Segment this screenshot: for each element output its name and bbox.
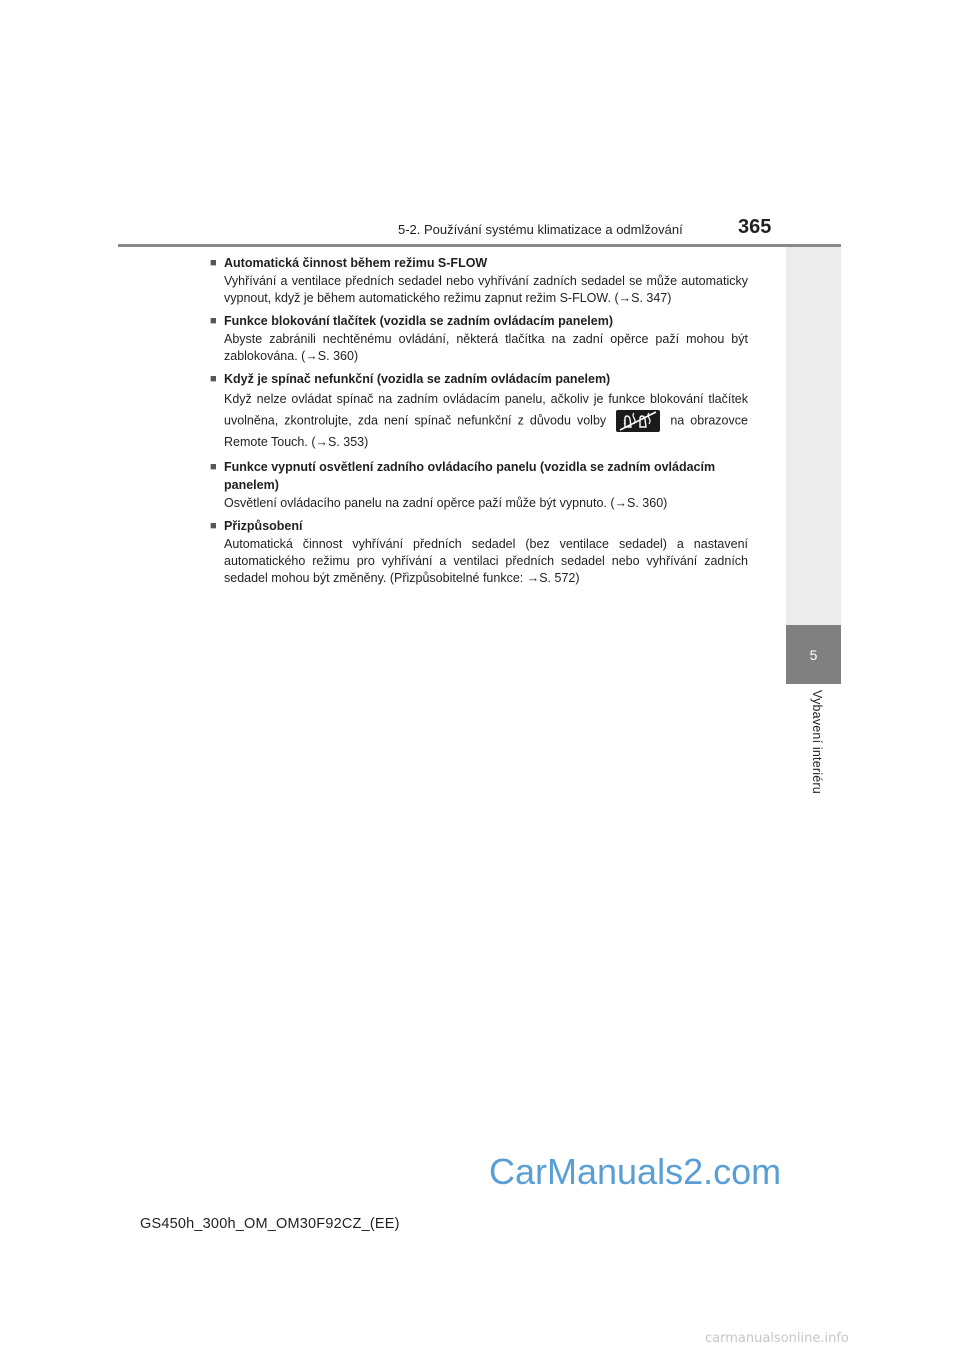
heading-text: Když je spínač nefunkční (vozidla se zadním ovládacím panelem) bbox=[224, 372, 611, 386]
chapter-number-tab: 5 bbox=[786, 625, 841, 684]
watermark-online: carmanualsonline.info bbox=[705, 1331, 849, 1346]
chapter-label: Vybavení interiéru bbox=[810, 690, 824, 794]
list-item bbox=[210, 254, 748, 307]
list-item bbox=[210, 370, 748, 453]
page-number: 365 bbox=[738, 216, 772, 238]
heading-text: Funkce blokování tlačítek (vozidla se zadním ovládacím panelem) bbox=[224, 314, 614, 328]
bullet-square-icon: ■ bbox=[210, 520, 217, 532]
content-area bbox=[210, 254, 748, 587]
list-item bbox=[210, 517, 748, 587]
item-heading bbox=[210, 254, 748, 272]
watermark-carmanuals2: CarManuals2.com bbox=[489, 1149, 757, 1195]
rear-seat-heater-icon bbox=[616, 410, 660, 432]
heading-text: Automatická činnost během režimu S-FLOW bbox=[224, 256, 488, 270]
document-code: GS450h_300h_OM_OM30F92CZ_(EE) bbox=[140, 1216, 400, 1232]
page-header-title: 5-2. Používání systému klimatizace a odmlžování bbox=[398, 222, 683, 237]
body-text-after-icon: na obrazovce Remote Touch. (→S. 353) bbox=[224, 413, 748, 449]
item-heading bbox=[210, 458, 748, 494]
bullet-square-icon: ■ bbox=[210, 315, 217, 327]
item-heading bbox=[210, 517, 748, 535]
item-body: Abyste zabránili nechtěnému ovládání, některá tlačítka na zadní opěrce paží mohou být zablokována. (→S. 360) bbox=[224, 332, 748, 363]
bullet-square-icon: ■ bbox=[210, 373, 217, 385]
item-heading bbox=[210, 370, 748, 388]
item-body: Automatická činnost vyhřívání předních sedadel (bez ventilace sedadel) a nastavení automatického režimu pro vyhřívání a ventilaci předních sedadel nebo vyhřívání zadních sedadel mohou být změněny. (Přizpůsobitelné funkce: →S. 572) bbox=[224, 537, 748, 585]
item-body: Vyhřívání a ventilace předních sedadel nebo vyhřívání zadních sedadel se může automaticky vypnout, když je během automatického režimu zapnut režim S-FLOW. (→S. 347) bbox=[224, 274, 748, 305]
heading-text: Přizpůsobení bbox=[224, 519, 303, 533]
heading-text: Funkce vypnutí osvětlení zadního ovládacího panelu (vozidla se zadním ovládacím panelem) bbox=[224, 460, 716, 492]
body-text-before-icon: Když nelze ovládat spínač na zadním ovládacím panelu, ačkoliv je funkce blokování tlačítek uvolněna, zkontrolujte, zda není spínač nefunkční z důvodu volby bbox=[224, 392, 748, 428]
item-heading bbox=[210, 312, 748, 330]
bullet-square-icon: ■ bbox=[210, 257, 217, 269]
bullet-square-icon: ■ bbox=[210, 461, 217, 473]
list-item bbox=[210, 312, 748, 365]
item-body: Osvětlení ovládacího panelu na zadní opěrce paží může být vypnuto. (→S. 360) bbox=[224, 496, 668, 510]
header-divider bbox=[118, 244, 841, 247]
list-item bbox=[210, 458, 748, 512]
sidebar-background bbox=[786, 247, 841, 625]
item-body bbox=[224, 389, 748, 453]
